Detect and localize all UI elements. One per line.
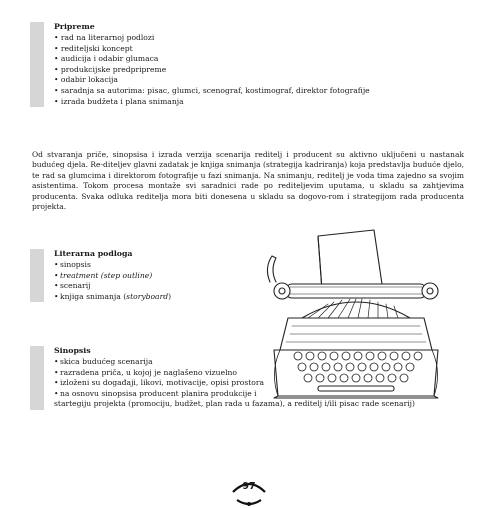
sinopsis-title: Sinopsis	[54, 346, 91, 355]
list-item-suffix: )	[168, 291, 172, 301]
literarna-title: Literarna podloga	[54, 249, 133, 258]
literarna-podloga-box	[30, 249, 214, 302]
list-item: • scenarij	[54, 281, 214, 292]
list-item: • rediteljski koncept	[54, 43, 133, 53]
list-item-text: knjiga snimanja (	[60, 291, 127, 301]
pripreme-box	[30, 22, 370, 107]
body-paragraph: Od stvaranja priče, sinopsisa i izrada verzija scenarija reditelj i producent su aktivno uključeni u nastanak budućeg djela. Re-diteljev glavni zadatak je knjiga snimanja (strategija kadriranja) koja predstavlja buduće djelo, te rad sa glumcima i direktorom fotografije u fazi snimanja. Na snimanju, reditelj je voda tima zajedno sa svojim asistentima. Tokom procesa montaže svi saradnici rade po rediteljevim uputama, u skladu sa zahtjevima producenta. Svaka odluka reditelja mora biti donesena u skladu sa dogovo-rom i strategijom rada producenta projekta.	[32, 150, 464, 212]
list-item: • saradnja sa autorima: pisac, glumci, scenograf, kostimograf, direktor fotografije	[54, 85, 370, 95]
list-item: • odabir lokacija	[54, 75, 118, 85]
page-number: 97	[242, 481, 256, 492]
list-item: • sinopsis	[54, 260, 214, 271]
list-item-continuation: startegiju projekta (promociju, budžet, plan rada u fazama), a reditelj i/ili pisac rade scenarij)	[54, 399, 415, 409]
pripreme-list	[54, 33, 370, 107]
list-item: • treatment (step outline)	[54, 271, 214, 282]
page-number-badge	[227, 478, 271, 508]
list-item: • audicija i odabir glumaca	[54, 54, 159, 64]
pripreme-title: Pripreme	[54, 22, 95, 31]
typewriter-illustration	[262, 226, 444, 400]
list-item	[54, 292, 214, 303]
list-item: • izloženi su događaji, likovi, motivacije, opisi prostora	[54, 378, 384, 389]
list-item-italic: storyboard	[126, 291, 169, 301]
list-item: • produkcijske predpripreme	[54, 64, 167, 74]
list-item: • razradena priča, u kojoj je naglašeno vizuelno	[54, 368, 384, 379]
literarna-list	[54, 260, 214, 302]
list-item: • izrada budžeta i plana snimanja	[54, 96, 184, 106]
list-item: • na osnovu sinopsisa producent planira produkcije i	[54, 389, 384, 400]
list-item: • rad na literarnoj podlozi	[54, 33, 155, 42]
list-item: • skica budućeg scenarija	[54, 357, 384, 368]
